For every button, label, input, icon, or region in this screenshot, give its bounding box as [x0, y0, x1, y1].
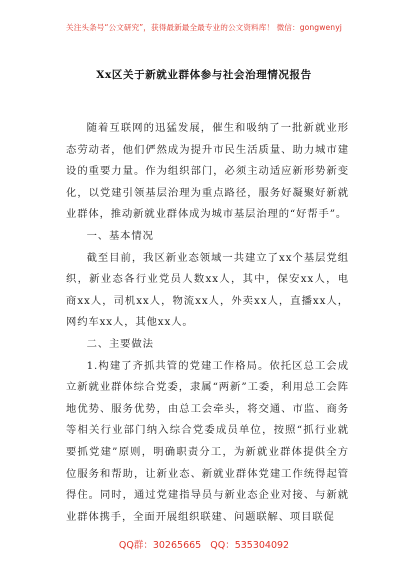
- paragraph-intro: 随着互联网的迅猛发展，催生和吸纳了一批新就业形态劳动者，他们俨然成为提升市民生活质量、助力城市建设的重要力量。作为组织部门，必须主动适应新形势新变化，以党建引领基层治理为重点路径，服务好凝聚好新就业群体，推动新就业群体成为城市基层治理的“好帮手”。: [66, 122, 349, 221]
- document-body: [66, 118, 349, 528]
- qq-text: QQ：535304092: [210, 540, 290, 551]
- qq-group-text: QQ群：30265665: [118, 540, 202, 551]
- paragraph-basic-info: 截至目前，我区新业态领域一共建立了xx个基层党组织，新业态各行业党员人数xx人，其中，保安xx人，电商xx人，司机xx人，物流xx人，外卖xx人，直播xx人，网约车xx人，其他xx人。: [66, 251, 349, 329]
- section-heading-main-practices: 二、主要做法: [86, 337, 154, 350]
- promo-banner: 关注头条号“公文研究”，获得最新最全最专业的公文资料库！ 微信：gongwenyj: [66, 23, 342, 32]
- contact-footer: [0, 537, 408, 551]
- document-title: Xx区关于新就业群体参与社会治理情况报告: [96, 69, 312, 81]
- section-heading-basic-info: 一、基本情况: [86, 229, 154, 242]
- paragraph-practice-1: 1.构建了齐抓共管的党建工作格局。依托区总工会成立新就业群体综合党委，隶属“两新”工委，利用总工会阵地优势、服务优势，由总工会牵头，将交通、市监、商务等相关行业部门纳入综合党委成员单位，按照“抓行业就要抓党建”原则，明确职责分工，为新就业群体提供全方位服务和帮助，让新业态、新就业群体党建工作统得起管得住。同时，通过党建指导员与新业态企业对接、与新就业群体携手，全面开展组织联建、问题联解、项目联促: [66, 359, 349, 523]
